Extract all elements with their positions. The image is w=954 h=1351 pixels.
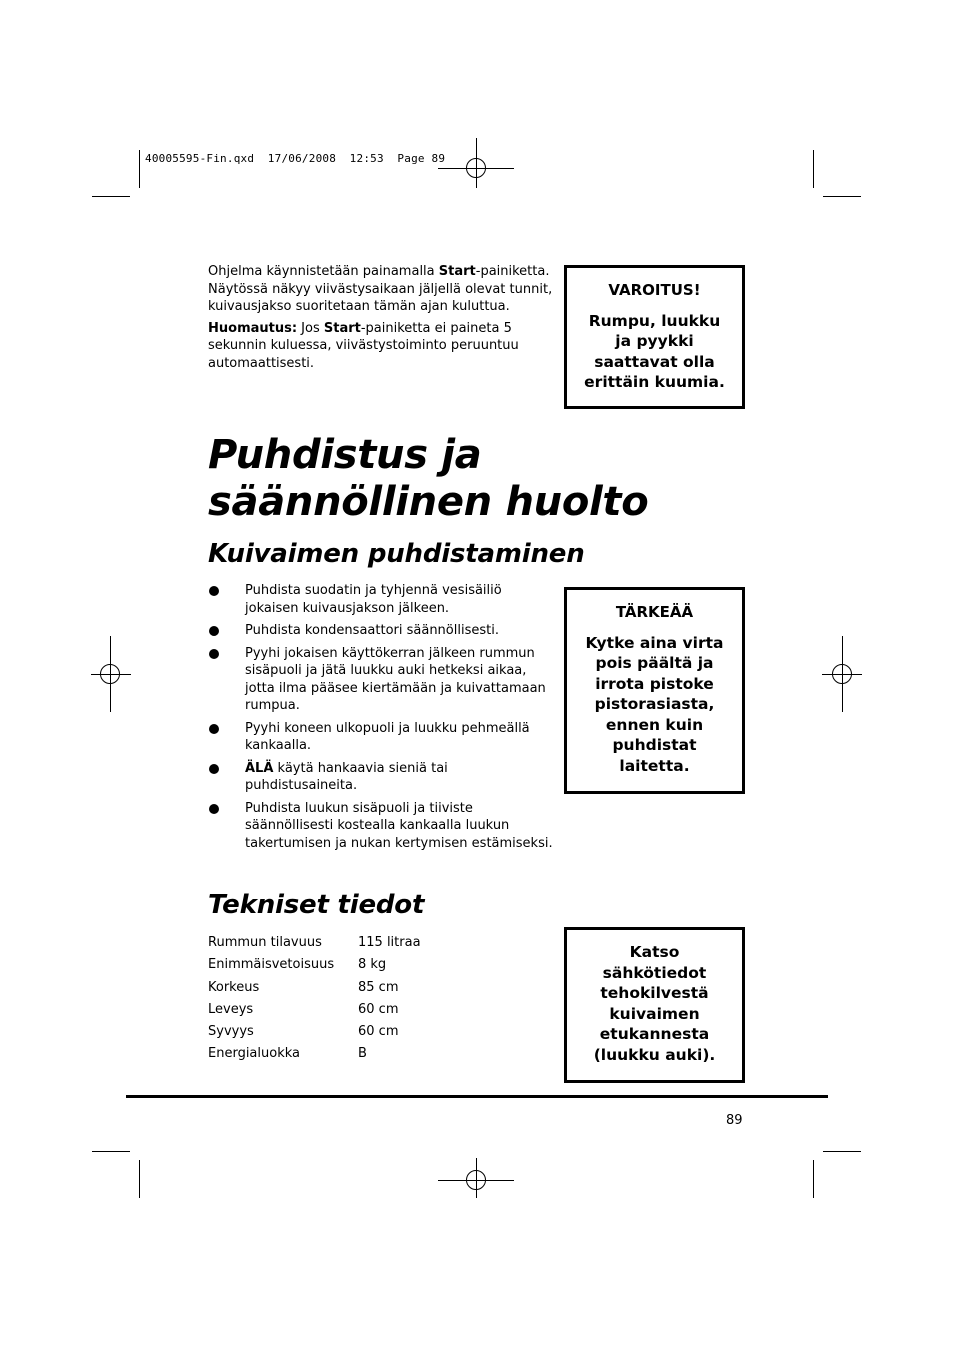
important-title: TÄRKEÄÄ [615, 603, 694, 621]
important-box [564, 587, 745, 794]
list-item [208, 645, 558, 715]
spec-value: 60 cm [358, 1024, 399, 1040]
note-paragraph [208, 320, 564, 373]
start-keyword: Start [323, 320, 361, 336]
note-text-part: -painiketta ei paineta 5 sekunnin kuluessa, viivästystoiminto peruuntuu automaattisesti. [208, 320, 519, 371]
list-item-text: Puhdista kondensaattori säännöllisesti. [245, 623, 499, 638]
spec-label: Energialuokka [208, 1046, 300, 1062]
bullet-icon [209, 804, 219, 814]
crop-mark [823, 1151, 861, 1152]
intro-text [208, 263, 564, 376]
spec-label: Rummun tilavuus [208, 935, 322, 950]
list-item-text: käytä hankaavia sieniä tai puhdistusaineita. [245, 760, 448, 793]
list-item [208, 582, 558, 617]
specs-table [208, 932, 421, 1066]
electrical-info-box [564, 927, 745, 1083]
warning-text: Rumpu, luukku ja pyykki saattavat olla erittäin kuumia. [584, 311, 725, 391]
crop-mark [139, 1160, 140, 1198]
section-title-cleaning: Kuivaimen puhdistaminen [208, 539, 585, 569]
spec-value: 115 litraa [358, 935, 421, 950]
page-title: Puhdistus ja säännöllinen huolto [208, 432, 649, 525]
bullet-icon [209, 626, 219, 636]
spec-label: Enimmäisvetoisuus [208, 957, 335, 973]
list-item [208, 760, 558, 795]
registration-mark [466, 158, 486, 178]
note-label: Huomautus: [208, 320, 298, 336]
spec-value: 85 cm [358, 979, 399, 995]
crop-mark [139, 150, 140, 188]
list-item-text: Pyyhi jokaisen käyttökerran jälkeen rummun sisäpuoli ja jätä luukku auki hetkeksi aikaa, jotta ilma pääsee kiertämään ja kuivattamaan rumpua. [245, 645, 546, 713]
bullet-icon [209, 724, 219, 734]
print-slug: 40005595-Fin.qxd 17/06/2008 12:53 Page 89 [145, 152, 446, 165]
table-row [208, 1043, 421, 1065]
spec-value: 60 cm [358, 1001, 399, 1017]
registration-mark [466, 1170, 486, 1190]
table-row [208, 977, 421, 999]
table-row [208, 932, 421, 954]
intro-text-part: -painiketta. Näytössä näkyy viivästysaikaan jäljellä olevat tunnit, kuivausjakso suoritetaan tämän ajan kuluttua. [208, 264, 553, 314]
crop-mark [813, 150, 814, 188]
footer-rule [126, 1095, 828, 1098]
list-item [208, 720, 558, 755]
electrical-info-text: Katso sähkötiedot tehokilvestä kuivaimen etukannesta (luukku auki). [593, 943, 716, 1064]
crop-mark [813, 1160, 814, 1198]
table-row [208, 1021, 421, 1043]
spec-label: Korkeus [208, 979, 260, 995]
spec-value: B [358, 1046, 367, 1062]
cleaning-list [208, 582, 558, 857]
crop-mark [92, 196, 130, 197]
note-text-part: Jos [297, 320, 324, 336]
important-text: Kytke aina virta pois päältä ja irrota pistoke pistorasiasta, ennen kuin puhdistat laitetta. [585, 633, 724, 775]
bullet-icon [209, 764, 219, 774]
warning-box [564, 265, 745, 409]
bullet-icon [209, 649, 219, 659]
spec-label: Leveys [208, 1001, 254, 1017]
section-title-specs: Tekniset tiedot [208, 890, 425, 920]
spec-value: 8 kg [358, 957, 387, 973]
crop-mark [92, 1151, 130, 1152]
warning-title: VAROITUS! [608, 281, 701, 299]
intro-text-part: Ohjelma käynnistetään painamalla [208, 264, 439, 279]
bullet-icon [209, 586, 219, 596]
table-row [208, 999, 421, 1021]
crop-mark [823, 196, 861, 197]
list-item [208, 800, 558, 853]
start-keyword: Start [438, 264, 476, 279]
page-number: 89 [726, 1113, 743, 1128]
registration-mark [100, 664, 120, 684]
list-item-text: Pyyhi koneen ulkopuoli ja luukku pehmeällä kankaalla. [245, 720, 530, 753]
table-row [208, 954, 421, 976]
list-item-lead: ÄLÄ [245, 760, 274, 776]
registration-mark [832, 664, 852, 684]
spec-label: Syvyys [208, 1024, 254, 1040]
list-item [208, 622, 558, 640]
list-item-text: Puhdista luukun sisäpuoli ja tiiviste säännöllisesti kostealla kankaalla luukun takertumisen ja nukan kertymisen estämiseksi. [245, 800, 553, 851]
intro-paragraph [208, 263, 564, 316]
list-item-text: Puhdista suodatin ja tyhjennä vesisäiliö jokaisen kuivausjakson jälkeen. [245, 583, 502, 616]
